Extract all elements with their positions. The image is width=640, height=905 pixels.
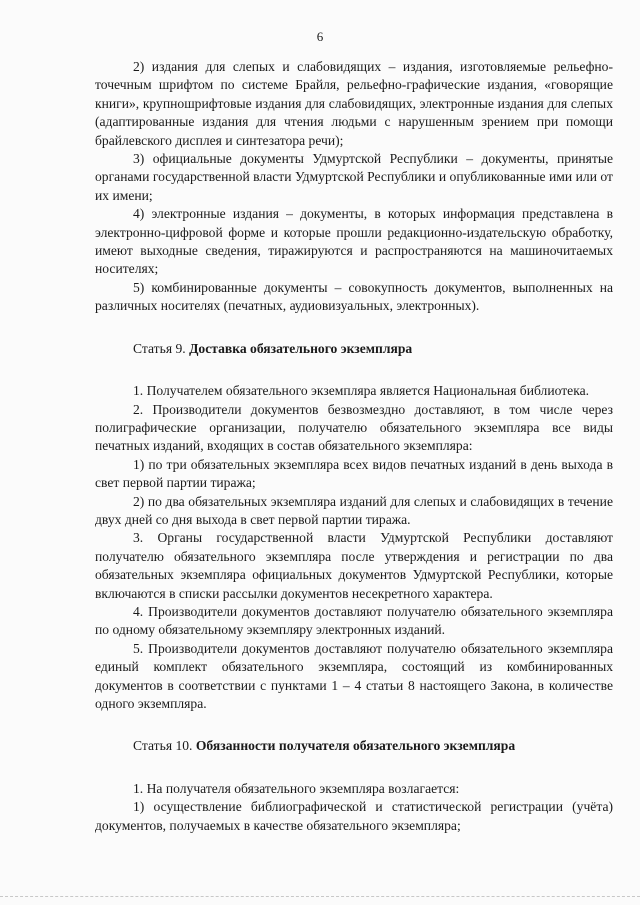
- paragraph: 2) по два обязательных экземпляра изданий для слепых и слабовидящих в течение двух дней со дня выхода в свет первой партии тиража.: [95, 493, 613, 527]
- scan-edge-line: [0, 896, 640, 898]
- paragraph: 5. Производители документов доставляют получателю обязательного экземпляра единый комплект обязательного экземпляра, состоящий из комбинированных документов в соответствии с пунктами 1 – 4 статьи 8 настоящего Закона, в количестве одного экземпляра.: [95, 640, 613, 711]
- paragraph: 2) издания для слепых и слабовидящих – издания, изготовляемые рельефно-точечным шрифтом по системе Брайля, рельефно-графические издания, «говорящие книги», крупношрифтовые издания для слабовидящих, электронные издания для слепых (адаптированные издания для чтения людьми с нарушенным зрением при помощи брайлевского дисплея и синтезатора речи);: [95, 59, 613, 148]
- paragraph: 1) по три обязательных экземпляра всех видов печатных изданий в день выхода в свет первой партии тиража;: [95, 456, 613, 491]
- paragraph: 3. Органы государственной власти Удмуртской Республики доставляют получателю обязательного экземпляра после утверждения и регистрации по два обязательных экземпляра официальных документов Удмуртской Республики, которые включаются в списки рассылки документов несекретного характера.: [95, 530, 613, 601]
- page-number: 6: [316, 29, 324, 44]
- paragraph: 2. Производители документов безвозмездно доставляют, в том числе через полиграфические организации, получателю обязательного экземпляра все виды печатных изданий, входящих в состав обязательного экземпляра:: [95, 401, 613, 454]
- paragraph: 3) официальные документы Удмуртской Республики – документы, принятые органами государственной власти Удмуртской Республики и опубликованные ими или от их имени;: [95, 151, 613, 203]
- document-body: [95, 58, 613, 835]
- paragraph: 1. На получателя обязательного экземпляра возлагается:: [133, 780, 460, 796]
- article-9-prefix: Статья 9.: [133, 340, 190, 356]
- article-9-heading: [95, 340, 613, 358]
- paragraph: 1) осуществление библиографической и статистической регистрации (учёта) документов, получаемых в качестве обязательного экземпляра;: [95, 799, 613, 833]
- paragraph: 1. Получателем обязательного экземпляра является Национальная библиотека.: [133, 383, 590, 399]
- article-10-prefix: Статья 10.: [133, 738, 196, 754]
- paragraph: 5) комбинированные документы – совокупность документов, выполненных на различных носителях (печатных, аудиовизуальных, электронных).: [95, 279, 613, 314]
- article-10-heading: [95, 737, 613, 755]
- paragraph: 4. Производители документов доставляют получателю обязательного экземпляра по одному обязательному экземпляру электронных изданий.: [95, 603, 613, 638]
- paragraph: 4) электронные издания – документы, в которых информация представлена в электронно-цифровой форме и которые прошли редакционно-издательскую обработку, имеют выходные сведения, тиражируются и распространяются на машиночитаемых носителях;: [95, 206, 613, 277]
- article-10-title: Обязанности получателя обязательного экземпляра: [195, 738, 516, 754]
- article-9-title: Доставка обязательного экземпляра: [189, 340, 413, 356]
